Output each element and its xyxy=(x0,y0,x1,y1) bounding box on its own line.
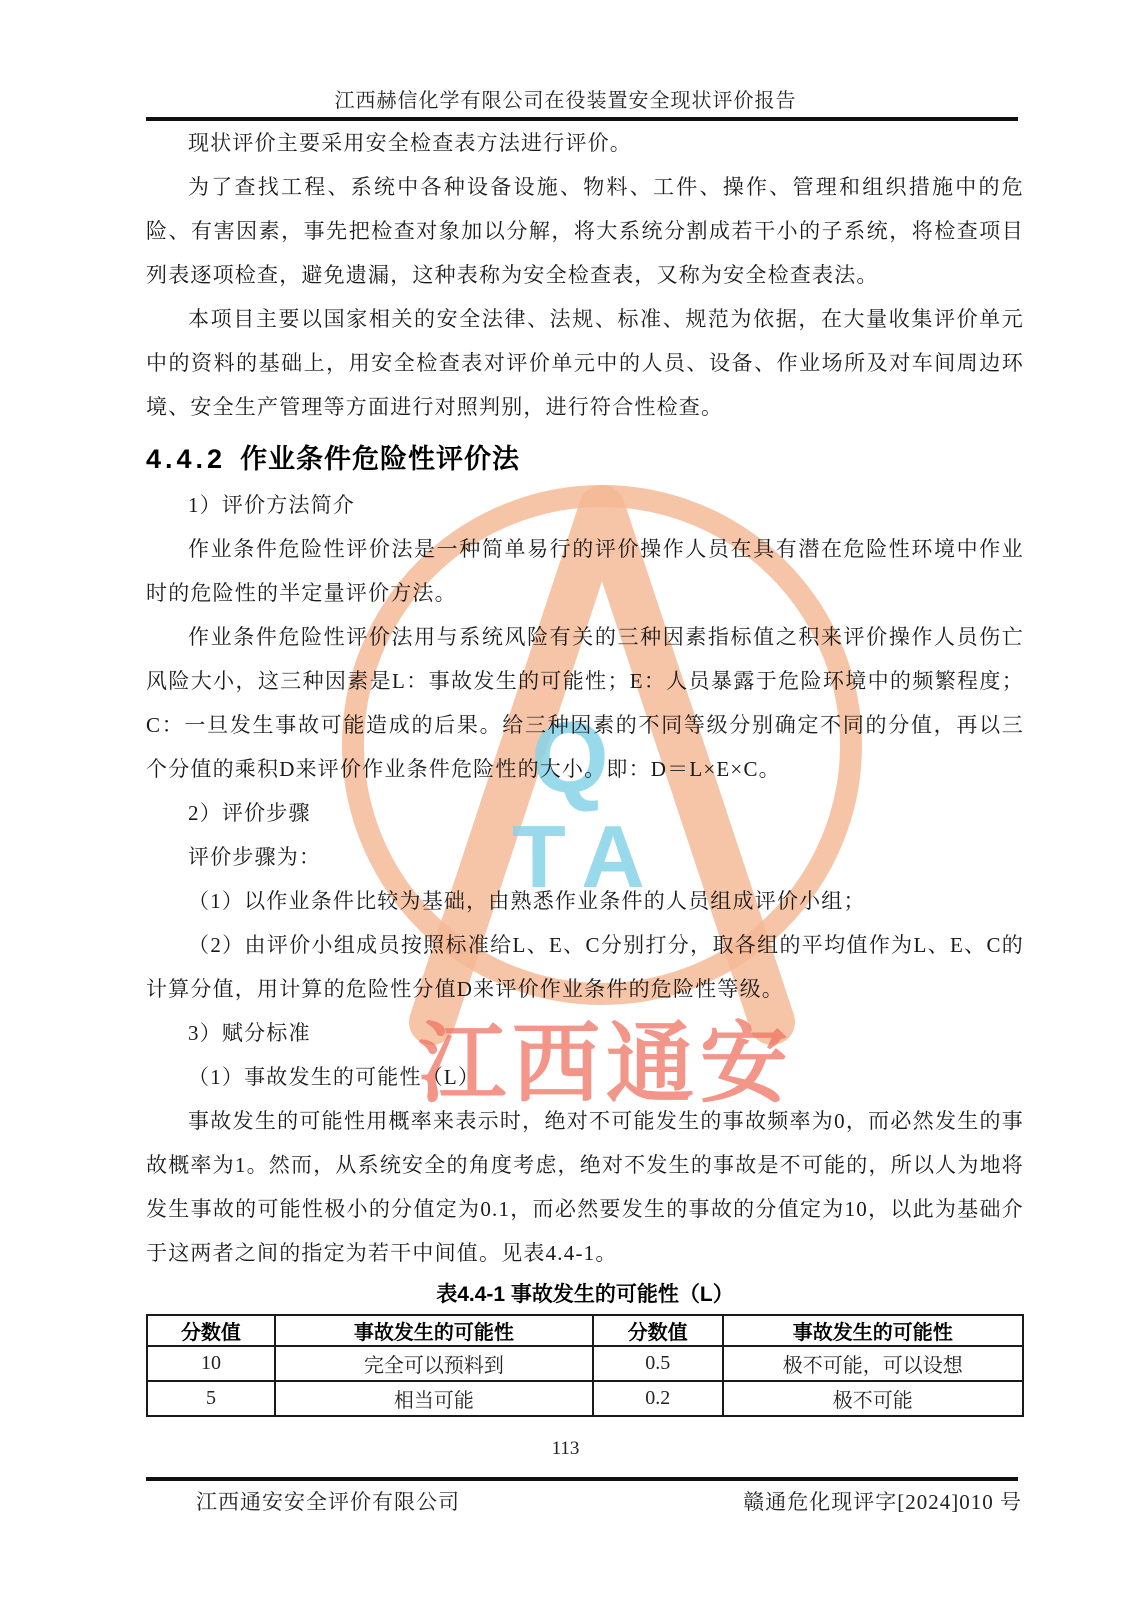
cell-score: 10 xyxy=(147,1346,275,1381)
cell-score: 0.5 xyxy=(593,1346,723,1381)
cell-possibility: 极不可能，可以设想 xyxy=(723,1346,1023,1381)
col-header-possibility-1: 事故发生的可能性 xyxy=(275,1315,593,1346)
table-header-row xyxy=(147,1315,1023,1346)
paragraph: 3）赋分标准 xyxy=(188,1021,311,1045)
paragraph: （1）以作业条件比较为基础，由熟悉作业条件的人员组成评价小组； xyxy=(188,889,866,913)
cell-score: 5 xyxy=(147,1381,275,1416)
cell-score: 0.2 xyxy=(593,1381,723,1416)
paragraph: 1）评价方法简介 xyxy=(188,493,356,517)
cell-possibility: 完全可以预料到 xyxy=(275,1346,593,1381)
paragraph: （2）由评价小组成员按照标准给L、E、C分别打分，取各组的平均值作为L、E、C的计算分值，用计算的危险性分值D来评价作业条件的危险性等级。 xyxy=(146,933,1024,1001)
possibility-table xyxy=(146,1314,1024,1417)
section-number: 4.4.2 xyxy=(146,444,227,474)
col-header-score-2: 分数值 xyxy=(593,1315,723,1346)
col-header-score-1: 分数值 xyxy=(147,1315,275,1346)
paragraph: 作业条件危险性评价法用与系统风险有关的三种因素指标值之积来评价操作人员伤亡风险大小，这三种因素是L：事故发生的可能性；E：人员暴露于危险环境中的频繁程度；C：一旦发生事故可能造成的后果。给三种因素的不同等级分别确定不同的分值，再以三个分值的乘积D来评价作业条件危险性的大小。即：D＝L×E×C。 xyxy=(146,625,1024,781)
section-title: 作业条件危险性评价法 xyxy=(240,444,521,474)
footer-doc-number: 赣通危化现评字[2024]010 号 xyxy=(743,1490,1022,1514)
col-header-possibility-2: 事故发生的可能性 xyxy=(723,1315,1023,1346)
header-title: 江西赫信化学有限公司在役装置安全现状评价报告 xyxy=(334,90,797,112)
paragraph: （1）事故发生的可能性（L） xyxy=(188,1065,481,1089)
paragraph: 作业条件危险性评价法是一种简单易行的评价操作人员在具有潜在危险性环境中作业时的危险性的半定量评价方法。 xyxy=(146,537,1024,605)
paragraph: 现状评价主要采用安全检查表方法进行评价。 xyxy=(188,131,632,155)
cell-possibility: 相当可能 xyxy=(275,1381,593,1416)
section-heading xyxy=(146,436,1024,482)
paragraph: 事故发生的可能性用概率来表示时，绝对不可能发生的事故频率为0，而必然发生的事故概率为1。然而，从系统安全的角度考虑，绝对不发生的事故是不可能的，所以人为地将发生事故的可能性极小的分值定为0.1，而必然要发生的事故的分值定为10，以此为基础介于这两者之间的指定为若干中间值。见表4.4-1。 xyxy=(146,1109,1024,1265)
watermark-letters-ta: TA xyxy=(512,807,667,906)
paragraph: 本项目主要以国家相关的安全法律、法规、标准、规范为依据，在大量收集评价单元中的资料的基础上，用安全检查表对评价单元中的人员、设备、作业场所及对车间周边环境、安全生产管理等方面进行对照判别，进行符合性检查。 xyxy=(146,307,1024,419)
paragraph: 2）评价步骤 xyxy=(188,801,311,825)
table-caption: 表4.4-1 事故发生的可能性（L） xyxy=(436,1283,734,1306)
paragraph: 评价步骤为： xyxy=(188,845,322,869)
footer-company: 江西通安安全评价有限公司 xyxy=(196,1490,460,1514)
paragraph: 为了查找工程、系统中各种设备设施、物料、工件、操作、管理和组织措施中的危险、有害因素，事先把检查对象加以分解，将大系统分割成若干小的子系统，将检查项目列表逐项检查，避免遗漏，这种表称为安全检查表，又称为安全检查表法。 xyxy=(146,175,1024,287)
document-body xyxy=(146,121,1024,1417)
watermark-red-text: 江西通安 xyxy=(418,1014,795,1113)
page-number: 113 xyxy=(551,1438,580,1459)
table-row xyxy=(147,1346,1023,1381)
table-row xyxy=(147,1381,1023,1416)
watermark-letter-q: Q xyxy=(531,702,609,814)
footer-rule xyxy=(146,1477,1018,1481)
cell-possibility: 极不可能 xyxy=(723,1381,1023,1416)
